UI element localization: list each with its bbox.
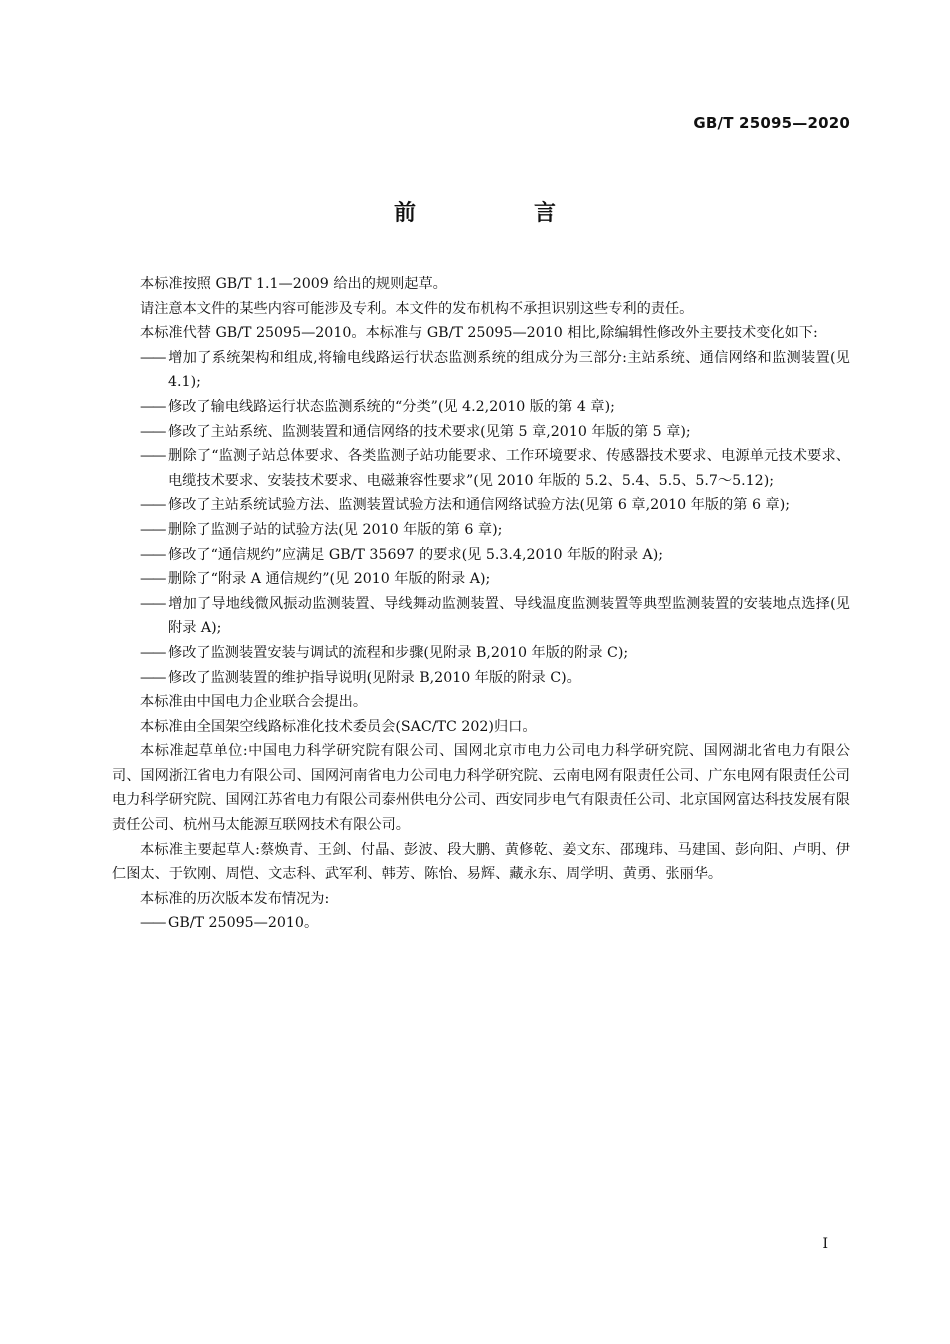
standard-code: GB/T 25095—2020: [693, 114, 850, 132]
dash-mark: ——: [140, 398, 165, 415]
dash-mark: ——: [140, 571, 165, 588]
history-item: [112, 911, 850, 936]
change-text: 修改了监测装置安装与调试的流程和步骤(见附录 B,2010 年版的附录 C);: [168, 644, 629, 661]
change-text: 修改了输电线路运行状态监测系统的“分类”(见 4.2,2010 版的第 4 章);: [168, 398, 615, 415]
dash-mark: ——: [140, 595, 165, 612]
change-text: 删除了“附录 A 通信规约”(见 2010 年版的附录 A);: [168, 571, 491, 588]
change-text: 删除了“监测子站总体要求、各类监测子站功能要求、工作环境要求、传感器技术要求、电源单元技术要求、电缆技术要求、安装技术要求、电磁兼容性要求”(见 2010 年版的 5.2、5.4、5.5、5.7～5.12);: [168, 448, 850, 489]
change-item: [112, 395, 850, 420]
paragraph-replaces: 本标准代替 GB/T 25095—2010。本标准与 GB/T 25095—2010 相比,除编辑性修改外主要技术变化如下:: [140, 325, 818, 342]
change-text: 修改了主站系统试验方法、监测装置试验方法和通信网络试验方法(见第 6 章,2010 年版的第 6 章);: [168, 497, 791, 514]
paragraph-drafting-rules: 本标准按照 GB/T 1.1—2009 给出的规则起草。: [140, 276, 447, 292]
paragraph-patent-notice: 请注意本文件的某些内容可能涉及专利。本文件的发布机构不承担识别这些专利的责任。: [140, 300, 694, 317]
change-item: [112, 567, 850, 592]
page-number: I: [822, 1236, 828, 1252]
change-text: 增加了系统架构和组成,将输电线路运行状态监测系统的组成分为三部分:主站系统、通信网络和监测装置(见 4.1);: [168, 349, 850, 391]
change-item: [112, 666, 850, 691]
dash-mark: ——: [140, 349, 165, 366]
change-text: 修改了“通信规约”应满足 GB/T 35697 的要求(见 5.3.4,2010 年版的附录 A);: [168, 546, 664, 563]
foreword-body: [112, 272, 850, 936]
change-text: 修改了监测装置的维护指导说明(见附录 B,2010 年版的附录 C)。: [168, 669, 581, 686]
change-item: [112, 543, 850, 568]
change-item: [112, 444, 850, 493]
change-text: 修改了主站系统、监测装置和通信网络的技术要求(见第 5 章,2010 年版的第 5 章);: [168, 423, 691, 440]
paragraph-proposer: 本标准由中国电力企业联合会提出。: [140, 694, 368, 711]
change-item: [112, 346, 850, 395]
paragraph-history: 本标准的历次版本发布情况为:: [140, 890, 330, 907]
dash-mark: ——: [140, 423, 165, 440]
dash-mark: ——: [140, 521, 165, 538]
change-item: [112, 420, 850, 445]
history-text: GB/T 25095—2010。: [168, 915, 319, 932]
dash-mark: ——: [140, 448, 165, 465]
paragraph-committee: 本标准由全国架空线路标准化技术委员会(SAC/TC 202)归口。: [140, 718, 537, 735]
dash-mark: ——: [140, 915, 165, 932]
paragraph-drafters: 本标准主要起草人:蔡焕青、王剑、付晶、彭波、段大鹏、黄修乾、姜文东、邵瑰玮、马建国、彭向阳、卢明、伊仁图太、于钦刚、周恺、文志科、武军利、韩芳、陈怡、易辉、藏永东、周学明、黄勇、张丽华。: [112, 841, 850, 883]
change-item: [112, 641, 850, 666]
change-text: 删除了监测子站的试验方法(见 2010 年版的第 6 章);: [168, 521, 503, 538]
change-item: [112, 518, 850, 543]
dash-mark: ——: [140, 644, 165, 661]
dash-mark: ——: [140, 497, 165, 514]
dash-mark: ——: [140, 546, 165, 563]
change-text: 增加了导地线微风振动监测装置、导线舞动监测装置、导线温度监测装置等典型监测装置的安装地点选择(见附录 A);: [168, 595, 850, 637]
paragraph-drafting-units: 本标准起草单位:中国电力科学研究院有限公司、国网北京市电力公司电力科学研究院、国网湖北省电力有限公司、国网浙江省电力有限公司、国网河南省电力公司电力科学研究院、云南电网有限责任公司、广东电网有限责任公司电力科学研究院、国网江苏省电力有限公司泰州供电分公司、西安同步电气有限责任公司、北京国网富达科技发展有限责任公司、杭州马太能源互联网技术有限公司。: [112, 743, 850, 834]
dash-mark: ——: [140, 669, 165, 686]
change-item: [112, 493, 850, 518]
page-title: 前 言: [393, 201, 604, 226]
change-item: [112, 592, 850, 641]
